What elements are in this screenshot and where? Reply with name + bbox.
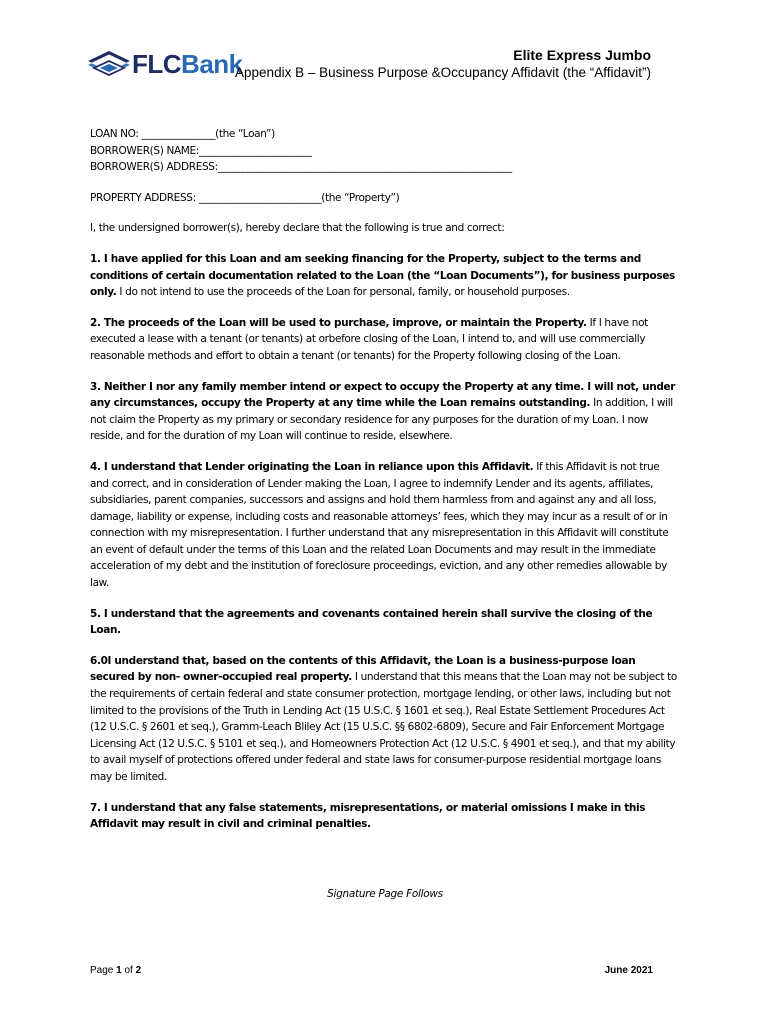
flcbank-logo xyxy=(88,48,243,82)
clause-4-text: If this Affidavit is not true and correct, and in consideration of Lender making the Loan, I agree to indemnify Lender and its agents, affiliates, subsidiaries, parent companies, successors and assigns and hold them harmless from and against any and all loss, damage, liability or expense, including costs and reasonable attorneys’ fees, which they may incur as a result of or in connection with my misrepresentation. I further understand that any misrepresentation in this Affidavit will constitute an event of default under the terms of this Loan and the related Loan Documents and may result in the immediate acceleration of my debt and the institution of foreclosure proceedings, eviction, and any other remedies allowable by law. xyxy=(90,460,669,590)
clause-6-heading: 6.0I understand that, based on the contents of this Affidavit, the Loan is a business-purpose loan secured by non- owner-occupied real property. xyxy=(90,654,636,684)
page-number xyxy=(90,965,141,976)
clause-5-heading: 5. I understand that the agreements and covenants contained herein shall survive the closing of the Loan. xyxy=(90,607,653,637)
signature-page-note: Signature Page Follows xyxy=(327,888,443,900)
logo-wordmark-flc: FLC xyxy=(132,49,182,79)
logo-wordmark xyxy=(132,48,243,80)
borrower-address-field: BORROWER(S) ADDRESS:____________________________________________________________ xyxy=(90,161,512,174)
clause-4-heading: 4. I understand that Lender originating the Loan in reliance upon this Affidavit. xyxy=(90,460,534,473)
clause-3-heading: 3. Neither I nor any family member intend or expect to occupy the Property at any time. I will not, under any circumstances, occupy the Property at any time while the Loan remains outstanding. xyxy=(90,380,676,410)
clause-2-heading: 2. The proceeds of the Loan will be used to purchase, improve, or maintain the Property. xyxy=(90,316,587,329)
document-title: Appendix B – Business Purpose &Occupancy Affidavit (the “Affidavit”) xyxy=(235,65,651,80)
clause-1-heading: 1. I have applied for this Loan and am seeking financing for the Property, subject to the terms and conditions of certain documentation related to the Loan (the “Loan Documents”), for business purposes only. xyxy=(90,252,675,299)
loan-number-field: LOAN NO: _______________(the “Loan”) xyxy=(90,128,275,140)
clause-2-text: If I have not executed a lease with a tenant (or tenants) at orbefore closing of the Loan, I intend to, and will use commercially reasonable methods and effort to obtain a tenant (or tenants) for the Property following closing of the Loan. xyxy=(90,316,648,362)
property-address-field: PROPERTY ADDRESS: _________________________(the “Property”) xyxy=(90,191,400,204)
declaration-intro: I, the undersigned borrower(s), hereby declare that the following is true and correct: xyxy=(90,222,505,235)
clause-3 xyxy=(90,379,680,445)
document-body xyxy=(90,126,680,833)
clause-5 xyxy=(90,606,680,639)
page-total: 2 xyxy=(135,965,142,976)
clause-7 xyxy=(90,800,680,833)
clause-6 xyxy=(90,653,680,786)
clause-7-heading: 7. I understand that any false statements, misrepresentations, or material omissions I make in this Affidavit may result in civil and criminal penalties. xyxy=(90,801,646,831)
clause-1 xyxy=(90,251,680,301)
borrower-name-field: BORROWER(S) NAME:_______________________ xyxy=(90,144,312,157)
page-of: of xyxy=(124,965,133,976)
clause-4 xyxy=(90,459,680,592)
logo-wordmark-bank: Bank xyxy=(181,49,243,79)
document-program-title: Elite Express Jumbo xyxy=(513,47,651,63)
clause-2 xyxy=(90,315,680,365)
document-date: June 2021 xyxy=(604,965,653,976)
clause-1-text: I do not intend to use the proceeds of the Loan for personal, family, or household purposes. xyxy=(116,286,570,299)
clause-3-text: In addition, I will not claim the Property as my primary or secondary residence for any purposes for the duration of my Loan. I now reside, and for the duration of my Loan will continue to reside, elsewhere. xyxy=(90,397,673,443)
flcbank-logo-icon xyxy=(88,50,130,78)
page-label: Page xyxy=(90,965,114,976)
page-current: 1 xyxy=(116,965,122,976)
clause-6-text: I understand that this means that the Loan may not be subject to the requirements of certain federal and state consumer protection, mortgage lending, or other laws, including but not limited to the provisions of the Truth in Lending Act (15 U.S.C. § 1601 et seq.), Real Estate Settlement Procedures Act (12 U.S.C. § 2601 et seq.), Gramm-Leach Bliley Act (15 U.S.C. §§ 6802-6809), Secure and Fair Enforcement Mortgage Licensing Act (12 U.S.C. § 5101 et seq.), and Homeowners Protection Act (12 U.S.C. § 4901 et seq.), and that my ability to avail myself of protections offered under federal and state laws for consumer-purpose residential mortgage loans may be limited. xyxy=(90,671,677,783)
